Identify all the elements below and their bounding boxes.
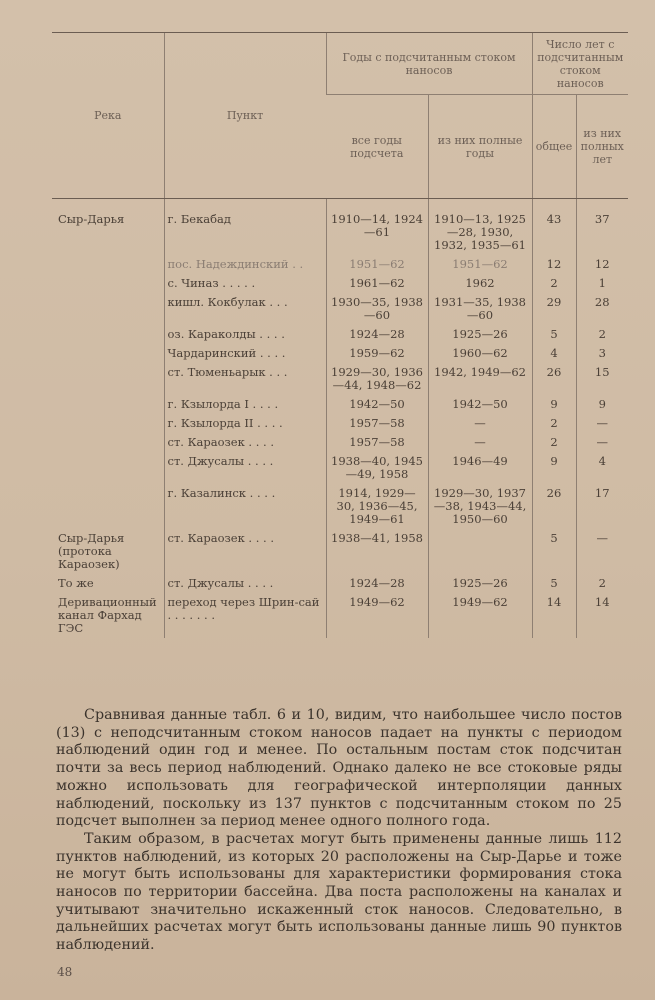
table-row xyxy=(52,574,628,593)
point-cell: переход через Шрин-сай . . . . . . . xyxy=(164,593,326,638)
header-full-years: из них полные годы xyxy=(428,95,532,199)
river-cell xyxy=(52,293,164,325)
point-cell: пос. Надеждинский . . xyxy=(164,255,326,274)
river-cell: Сыр-Дарья (протока Караозек) xyxy=(58,531,125,571)
total-count-cell: 9 xyxy=(532,395,576,414)
river-cell xyxy=(52,395,164,414)
table-row xyxy=(52,293,628,325)
point-cell: ст. Караозек . . . . xyxy=(164,529,326,574)
point-cell: оз. Караколды . . . . xyxy=(164,325,326,344)
years-cell: 1930—35, 1938—60 xyxy=(326,293,428,325)
years-cell: 1959—62 xyxy=(326,344,428,363)
full-count-cell: 3 xyxy=(576,344,628,363)
table-row xyxy=(52,199,628,256)
total-count-cell: 9 xyxy=(532,452,576,484)
total-count-cell: 5 xyxy=(532,325,576,344)
full-count-cell: 28 xyxy=(576,293,628,325)
full-count-cell: 2 xyxy=(576,325,628,344)
point-cell: ст. Джусалы . . . . xyxy=(164,452,326,484)
sediment-runoff-table xyxy=(52,32,628,638)
full-count-cell: — xyxy=(576,433,628,452)
header-full-count: из них полных лет xyxy=(576,95,628,199)
header-all-years: все годы подсчета xyxy=(326,95,428,199)
point-cell: г. Казалинск . . . . xyxy=(164,484,326,529)
river-cell: Деривационный канал Фархад ГЭС xyxy=(58,595,157,635)
table-row xyxy=(52,255,628,274)
full-count-cell: 12 xyxy=(576,255,628,274)
full-count-cell: 2 xyxy=(576,574,628,593)
table-row xyxy=(52,274,628,293)
full-years-cell: 1951—62 xyxy=(428,255,532,274)
table-row xyxy=(52,484,628,529)
full-count-cell: 4 xyxy=(576,452,628,484)
full-count-cell: 17 xyxy=(576,484,628,529)
full-count-cell: 15 xyxy=(576,363,628,395)
point-cell: г. Кзылорда II . . . . xyxy=(164,414,326,433)
river-cell xyxy=(52,344,164,363)
years-cell: 1929—30, 1936—44, 1948—62 xyxy=(326,363,428,395)
full-years-cell: 1946—49 xyxy=(428,452,532,484)
full-years-cell: 1931—35, 1938—60 xyxy=(428,293,532,325)
river-cell xyxy=(52,363,164,395)
header-years-group: Годы с подсчитанным стоком наносов xyxy=(326,33,532,95)
point-cell: г. Бекабад xyxy=(164,199,326,256)
table-row xyxy=(52,452,628,484)
full-years-cell xyxy=(428,529,532,574)
table-row xyxy=(52,414,628,433)
years-cell: 1961—62 xyxy=(326,274,428,293)
full-years-cell: 1949—62 xyxy=(428,593,532,638)
table-row xyxy=(52,344,628,363)
river-cell xyxy=(52,452,164,484)
point-cell: Чардаринский . . . . xyxy=(164,344,326,363)
full-years-cell: 1962 xyxy=(428,274,532,293)
full-years-cell: 1942—50 xyxy=(428,395,532,414)
full-years-cell: 1929—30, 1937—38, 1943—44, 1950—60 xyxy=(428,484,532,529)
years-cell: 1949—62 xyxy=(326,593,428,638)
full-years-cell: 1942, 1949—62 xyxy=(428,363,532,395)
years-cell: 1924—28 xyxy=(326,325,428,344)
full-count-cell: — xyxy=(576,529,628,574)
point-cell: с. Чиназ . . . . . xyxy=(164,274,326,293)
full-years-cell: 1925—26 xyxy=(428,574,532,593)
total-count-cell: 4 xyxy=(532,344,576,363)
river-cell xyxy=(52,255,164,274)
full-years-cell: 1910—13, 1925—28, 1930, 1932, 1935—61 xyxy=(428,199,532,256)
table-body xyxy=(52,199,628,639)
years-cell: 1910—14, 1924—61 xyxy=(326,199,428,256)
page-number: 48 xyxy=(57,965,73,979)
table-row xyxy=(52,363,628,395)
full-count-cell: 9 xyxy=(576,395,628,414)
years-cell: 1924—28 xyxy=(326,574,428,593)
total-count-cell: 2 xyxy=(532,274,576,293)
river-cell xyxy=(52,433,164,452)
total-count-cell: 12 xyxy=(532,255,576,274)
total-count-cell: 2 xyxy=(532,414,576,433)
point-cell: г. Кзылорда I . . . . xyxy=(164,395,326,414)
point-cell: ст. Караозек . . . . xyxy=(164,433,326,452)
years-cell: 1942—50 xyxy=(326,395,428,414)
point-cell: кишл. Кокбулак . . . xyxy=(164,293,326,325)
years-cell: 1957—58 xyxy=(326,433,428,452)
river-cell xyxy=(52,274,164,293)
total-count-cell: 29 xyxy=(532,293,576,325)
river-cell xyxy=(52,484,164,529)
full-count-cell: 1 xyxy=(576,274,628,293)
table-row xyxy=(52,529,628,574)
body-text xyxy=(56,707,622,955)
total-count-cell: 5 xyxy=(532,574,576,593)
header-point: Пункт xyxy=(164,33,326,199)
paragraph-2: Таким образом, в расчетах могут быть применены данные лишь 112 пунктов наблюдений, из которых 20 расположены на Сыр-Дарье и тоже не могут быть использованы для характеристики формирования стока наносов по территории бассейна. Два поста расположены на каналах и учитывают значительно искаженный сток наносов. Следовательно, в дальнейших расчетах могут быть использованы данные лишь 90 пунктов наблюдений. xyxy=(56,830,622,954)
river-cell xyxy=(52,414,164,433)
header-total: общее xyxy=(532,95,576,199)
header-river: Река xyxy=(52,33,164,199)
table-row xyxy=(52,433,628,452)
full-count-cell: — xyxy=(576,414,628,433)
point-cell: ст. Джусалы . . . . xyxy=(164,574,326,593)
years-cell: 1957—58 xyxy=(326,414,428,433)
total-count-cell: 2 xyxy=(532,433,576,452)
paragraph-1: Сравнивая данные табл. 6 и 10, видим, что наибольшее число постов (13) с неподсчитанным стоком наносов падает на пункты с периодом наблюдений один год и менее. По остальным постам сток подсчитан почти за весь период наблюдений. Однако далеко не все стоковые ряды можно использовать для географической интерполяции данных наблюдений, поскольку из 137 пунктов с подсчитанным стоком по 25 подсчет выполнен за период менее одного полного года. xyxy=(56,707,622,830)
full-years-cell: — xyxy=(428,414,532,433)
full-count-cell: 37 xyxy=(576,199,628,256)
full-years-cell: 1960—62 xyxy=(428,344,532,363)
years-cell: 1914, 1929—30, 1936—45, 1949—61 xyxy=(326,484,428,529)
river-cell xyxy=(52,325,164,344)
total-count-cell: 14 xyxy=(532,593,576,638)
total-count-cell: 26 xyxy=(532,484,576,529)
point-cell: ст. Тюменьарык . . . xyxy=(164,363,326,395)
total-count-cell: 26 xyxy=(532,363,576,395)
header-count-group: Число лет с подсчитанным стоком наносов xyxy=(532,33,628,95)
years-cell: 1938—41, 1958 xyxy=(326,529,428,574)
full-years-cell: — xyxy=(428,433,532,452)
river-cell: Сыр-Дарья xyxy=(58,212,125,226)
full-years-cell: 1925—26 xyxy=(428,325,532,344)
table-row xyxy=(52,325,628,344)
table-row xyxy=(52,593,628,638)
total-count-cell: 5 xyxy=(532,529,576,574)
years-cell: 1938—40, 1945—49, 1958 xyxy=(326,452,428,484)
total-count-cell: 43 xyxy=(532,199,576,256)
years-cell: 1951—62 xyxy=(326,255,428,274)
full-count-cell: 14 xyxy=(576,593,628,638)
river-cell: То же xyxy=(58,576,94,590)
table-row xyxy=(52,395,628,414)
